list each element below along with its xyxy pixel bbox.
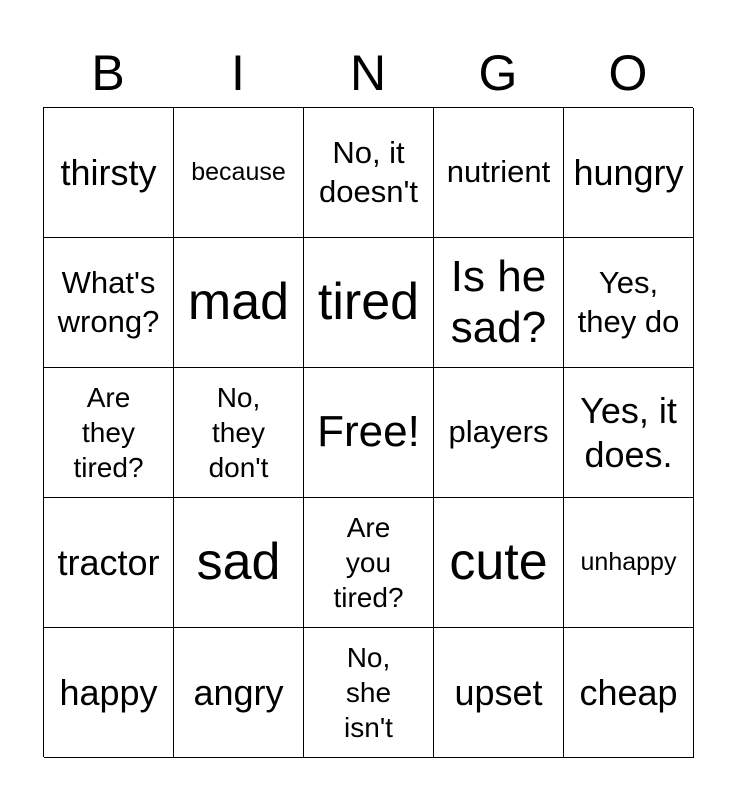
- header-letter-o: O: [608, 45, 648, 101]
- bingo-cell[interactable]: Yes, it does.: [564, 368, 694, 498]
- bingo-cell[interactable]: No, it doesn't: [304, 108, 434, 238]
- bingo-cell[interactable]: tractor: [44, 498, 174, 628]
- bingo-cell[interactable]: nutrient: [434, 108, 564, 238]
- header-letter-n: N: [349, 45, 387, 101]
- bingo-cell[interactable]: hungry: [564, 108, 694, 238]
- bingo-cell[interactable]: angry: [174, 628, 304, 758]
- free-space-cell[interactable]: Free!: [304, 368, 434, 498]
- bingo-cell[interactable]: cheap: [564, 628, 694, 758]
- bingo-cell[interactable]: Are you tired?: [304, 498, 434, 628]
- bingo-cell[interactable]: because: [174, 108, 304, 238]
- bingo-cell[interactable]: No, they don't: [174, 368, 304, 498]
- bingo-board: [43, 107, 693, 757]
- bingo-header: [43, 40, 693, 106]
- bingo-cell[interactable]: thirsty: [44, 108, 174, 238]
- bingo-cell[interactable]: What's wrong?: [44, 238, 174, 368]
- bingo-cell[interactable]: sad: [174, 498, 304, 628]
- header-letter-b: B: [91, 45, 125, 101]
- header-letter-g: G: [478, 45, 518, 101]
- bingo-cell[interactable]: Are they tired?: [44, 368, 174, 498]
- bingo-cell[interactable]: No, she isn't: [304, 628, 434, 758]
- bingo-cell[interactable]: tired: [304, 238, 434, 368]
- bingo-cell[interactable]: unhappy: [564, 498, 694, 628]
- bingo-cell[interactable]: mad: [174, 238, 304, 368]
- bingo-cell[interactable]: Is he sad?: [434, 238, 564, 368]
- bingo-cell[interactable]: upset: [434, 628, 564, 758]
- bingo-cell[interactable]: happy: [44, 628, 174, 758]
- bingo-cell[interactable]: cute: [434, 498, 564, 628]
- bingo-cell[interactable]: Yes, they do: [564, 238, 694, 368]
- bingo-cell[interactable]: players: [434, 368, 564, 498]
- header-letter-i: I: [231, 45, 245, 101]
